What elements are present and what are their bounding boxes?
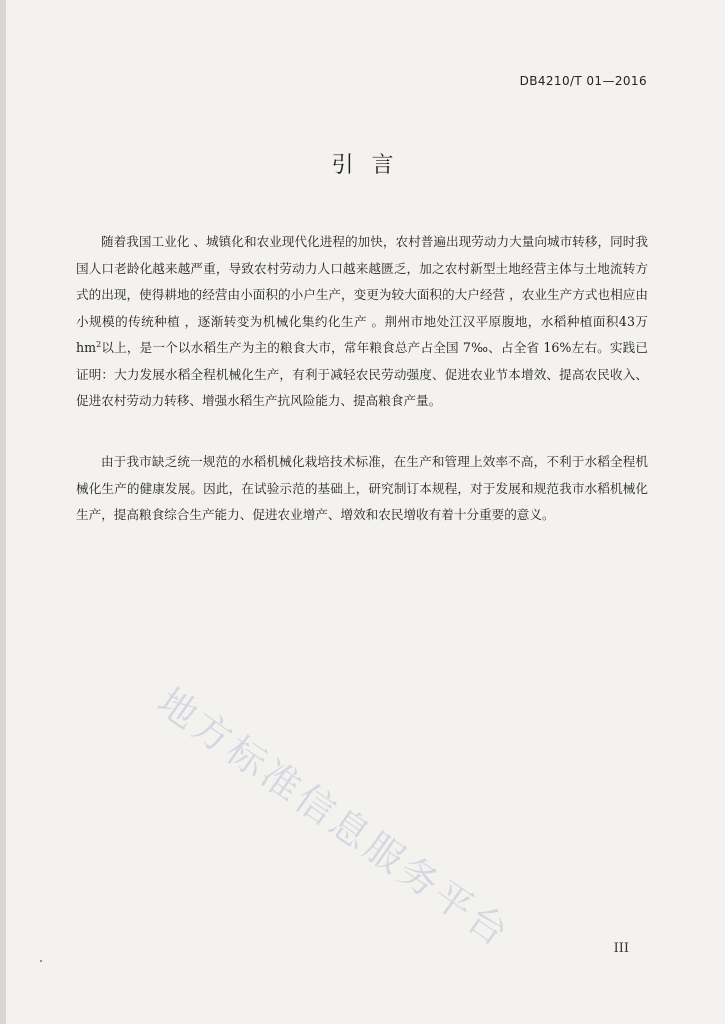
document-code: DB4210/T 01—2016 (519, 74, 647, 88)
page-number: III (613, 941, 629, 956)
page-title: 引言 (331, 153, 412, 178)
paragraph-1-text-cont: 以上，是一个以水稻生产为主的粮食大市，常年粮食总产占全国 7‰、占全省 16%左右。实践已证明：大力发展水稻全程机械化生产，有利于减轻农民劳动强度、促进农业节本增效、提高农民收入、促进农村劳动力转移、增强水稻生产抗风险能力、提高粮食产量。 (76, 340, 648, 408)
watermark: 地方标准信息服务平台 (149, 679, 519, 957)
paragraph-2: 由于我市缺乏统一规范的水稻机械化栽培技术标准，在生产和管理上效率不高，不利于水稻全程机械化生产的健康发展。因此，在试验示范的基础上，研究制订本规程，对于发展和规范我市水稻机械化生产，提高粮食综合生产能力、促进农业增产、增效和农民增收有着十分重要的意义。 (76, 454, 648, 522)
paragraph-1 (76, 229, 648, 415)
scan-speck (40, 960, 42, 962)
superscript-2: 2 (96, 339, 102, 349)
paragraph-1-text: 随着我国工业化 、城镇化和农业现代化进程的加快，农村普遍出现劳动力大量向城市转移，同时我国人口老龄化越来越严重，导致农村劳动力人口越来越匮乏，加之农村新型土地经营主体与土地流转方式的出现，使得耕地的经营由小面积的小户生产，变更为较大面积的大户经营 ，农业生产方式也相应由小规模的传统种植 ，逐渐转变为机械化集约化生产 。荆州市地处江汉平原腹地，水稻种植面积43万hm (76, 234, 648, 355)
